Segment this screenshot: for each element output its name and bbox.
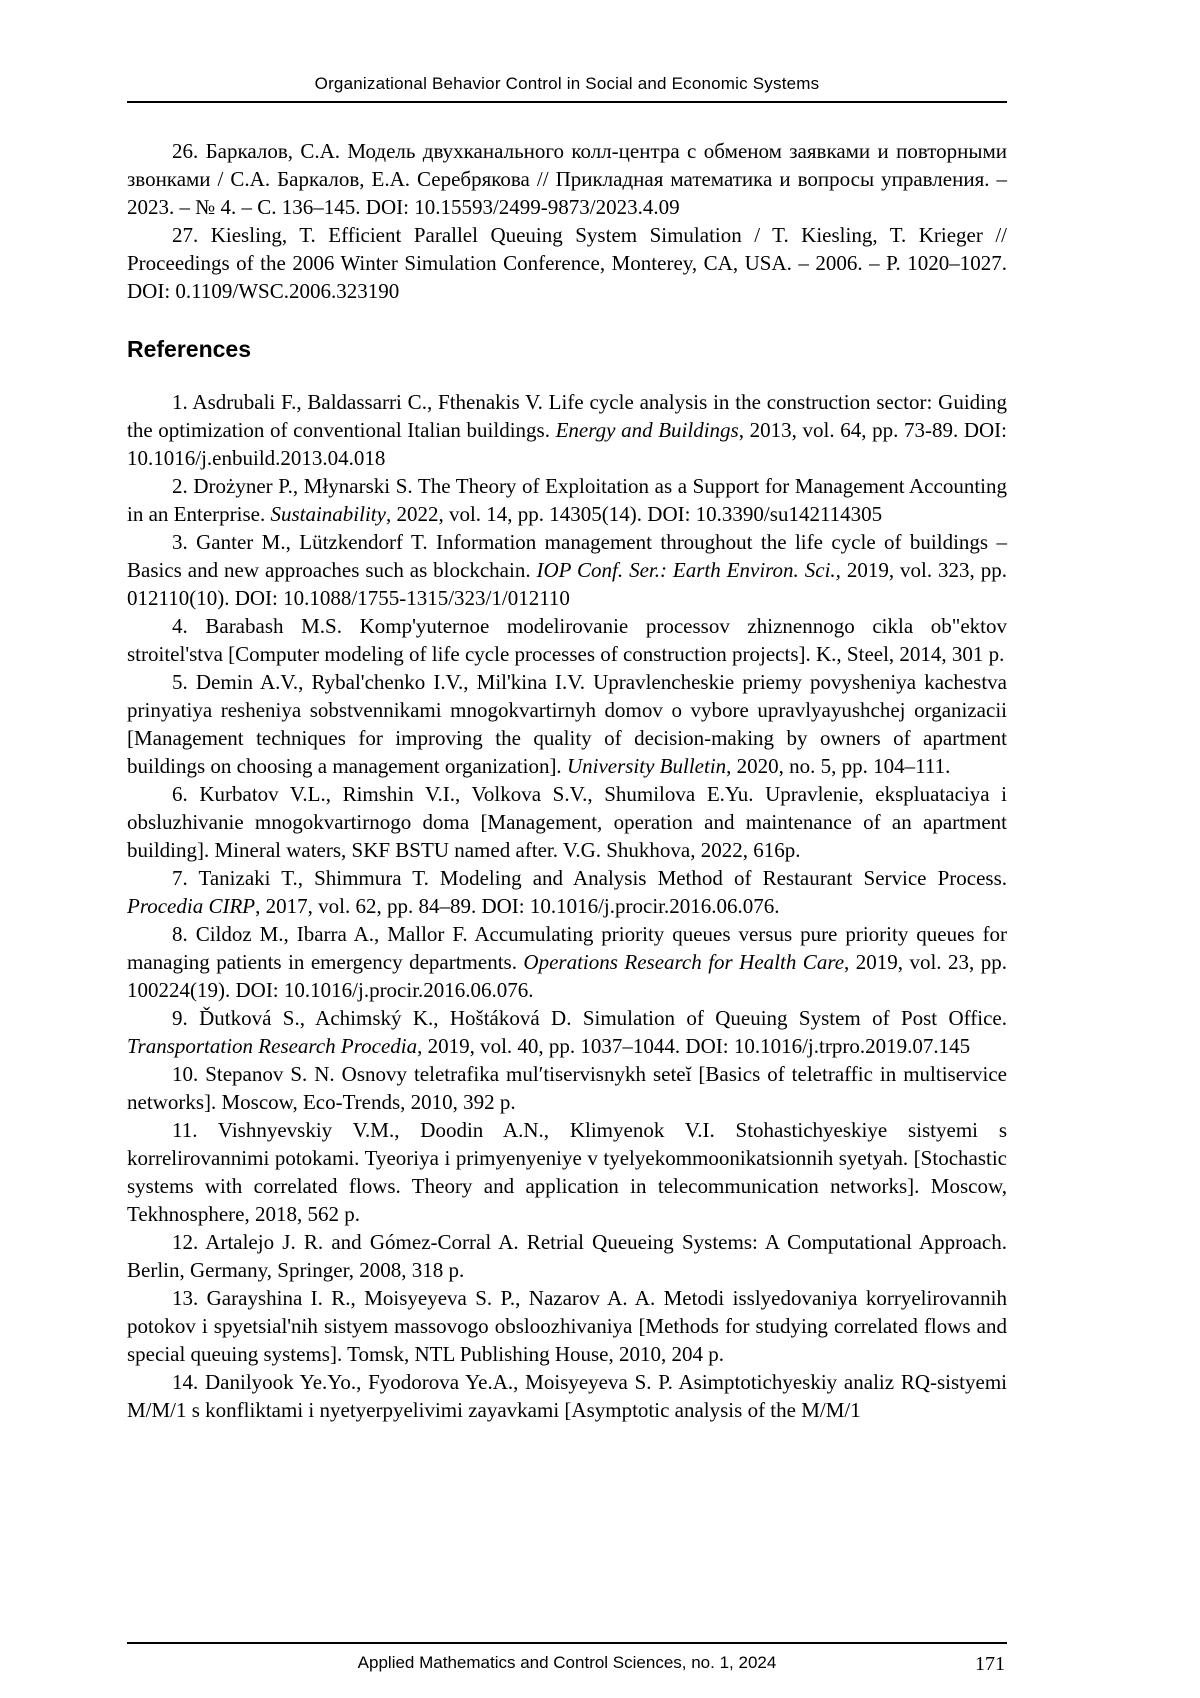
page-content: [127, 103, 1007, 1424]
reference-journal-title: Energy and Buildings: [555, 418, 739, 442]
reference-item: [127, 1060, 1007, 1116]
reference-text: 2019, vol. 323, pp. 012110(10). DOI: 10.1088/1755-1315/323/1/012110: [127, 558, 1007, 610]
reference-item: [127, 668, 1007, 780]
reference-text: , 2019, vol. 23, pp. 100224(19). DOI: 10.1016/j.procir.2016.06.076.: [127, 950, 1007, 1002]
reference-text: 5. Demin A.V., Rybal'chenko I.V., Mil'kina I.V. Upravlencheskie priemy povysheniya kachestva prinyatiya resheniya sobstvennikami mnogokvartirnyh domov o vybore upravlyayushchej organizacii [Management techniques for improving the quality of decision-making by owners of apartment buildings on choosing a management organization].: [127, 670, 1007, 778]
reference-text: , 2017, vol. 62, pp. 84–89. DOI: 10.1016/j.procir.2016.06.076.: [255, 894, 780, 918]
reference-journal-title: Sustainability: [270, 502, 386, 526]
reference-text: , 2013, vol. 64, pp. 73-89. DOI: 10.1016/j.enbuild.2013.04.018: [127, 418, 1007, 470]
reference-text: 26. Баркалов, С.А. Модель двухканального колл-центра с обменом заявками и повторными звонками / С.А. Баркалов, Е.А. Серебрякова // Прикладная математика и вопросы управления. – 2023. – № 4. – С. 136–145. DOI: 10.15593/2499-9873/2023.4.09: [127, 139, 1007, 219]
footer-page-number: 171: [975, 1653, 1005, 1675]
reference-item: [127, 528, 1007, 612]
references-heading: References: [127, 336, 252, 362]
reference-item: [127, 1004, 1007, 1060]
reference-item: [127, 612, 1007, 668]
reference-item: [127, 137, 1007, 221]
reference-item: [127, 1368, 1007, 1424]
reference-item: [127, 780, 1007, 864]
reference-text: 4. Barabash M.S. Komp'yuternoe modelirovanie processov zhiznennogo cikla ob"ektov stroitel'stva [Computer modeling of life cycle processes of construction projects]. K., Steel, 2014, 301 p.: [127, 614, 1007, 666]
reference-item: [127, 864, 1007, 920]
reference-text: 7. Tanizaki T., Shimmura T. Modeling and Analysis Method of Restaurant Service Process.: [172, 866, 1007, 890]
reference-text: 12. Artalejo J. R. and Gómez-Corral A. Retrial Queueing Systems: A Computational Approach. Berlin, Germany, Springer, 2008, 318 p.: [127, 1230, 1007, 1282]
reference-item: [127, 388, 1007, 472]
reference-text: , 2019, vol. 40, pp. 1037–1044. DOI: 10.1016/j.trpro.2019.07.145: [417, 1034, 971, 1058]
references-list: [127, 388, 1007, 1424]
reference-item: [127, 472, 1007, 528]
reference-journal-title: University Bulletin: [566, 754, 727, 778]
reference-text: 6. Kurbatov V.L., Rimshin V.I., Volkova S.V., Shumilova E.Yu. Upravlenie, ekspluataciya i obsluzhivanie mnogokvartirnogo doma [Management, operation and maintenance of an apartment building]. Mineral waters, SKF BSTU named after. V.G. Shukhova, 2022, 616p.: [127, 782, 1007, 862]
reference-item: [127, 221, 1007, 305]
reference-text: 27. Kiesling, T. Efficient Parallel Queuing System Simulation / T. Kiesling, T. Krieger // Proceedings of the 2006 Winter Simulation Conference, Monterey, CA, USA. – 2006. – P. 1020–1027. DOI: 0.1109/WSC.2006.323190: [127, 223, 1007, 303]
reference-text: 9. Ďutková S., Achimský K., Hoštáková D. Simulation of Queuing System of Post Office.: [172, 1006, 1007, 1030]
reference-text: , 2020, no. 5, pp. 104–111.: [726, 754, 951, 778]
reference-item: [127, 1116, 1007, 1228]
reference-text: 10. Stepanov S. N. Osnovy teletrafika mul′tiservisnykh seteĭ [Basics of teletraffic in multiservice networks]. Moscow, Eco-Trends, 2010, 392 p.: [127, 1062, 1007, 1114]
reference-text: 13. Garayshina I. R., Moisyeyeva S. P., Nazarov A. A. Metodi isslyedovaniya korryelirovannih potokov i spyetsial'nih sistyem massovogo obsloozhivaniya [Methods for studying correlated flows and special queuing systems]. Tomsk, NTL Publishing House, 2010, 204 p.: [127, 1286, 1007, 1366]
reference-journal-title: Procedia CIRP: [127, 894, 256, 918]
reference-journal-title: IOP Conf. Ser.: Earth Environ. Sci.,: [536, 558, 841, 582]
reference-text: 1. Asdrubali F., Baldassarri C., Fthenakis V. Life cycle analysis in the construction sector: Guiding the optimization of conventional Italian buildings.: [127, 390, 1007, 442]
reference-text: 2. Drożyner P., Młynarski S. The Theory of Exploitation as a Support for Management Accounting in an Enterprise.: [127, 474, 1007, 526]
running-header-title: Organizational Behavior Control in Social and Economic Systems: [127, 74, 1007, 103]
numbered-items: [127, 137, 1007, 305]
reference-item: [127, 1228, 1007, 1284]
reference-text: 3. Ganter M., Lützkendorf T. Information management throughout the life cycle of buildings – Basics and new approaches such as blockchain.: [127, 530, 1007, 582]
reference-journal-title: Operations Research for Health Care: [523, 950, 845, 974]
reference-text: 11. Vishnyevskiy V.M., Doodin A.N., Klimyenok V.I. Stohastichyeskiye sistyemi s korrelirovannimi potokami. Tyeoriya i primyenyeniye v tyelyekommoonikatsionnih syetyah. [Stochastic systems with correlated flows. Theory and application in telecommunication networks]. Moscow, Tekhnosphere, 2018, 562 p.: [127, 1118, 1007, 1226]
reference-text: 8. Cildoz M., Ibarra A., Mallor F. Accumulating priority queues versus pure priority queues for managing patients in emergency departments.: [127, 922, 1007, 974]
reference-text: , 2022, vol. 14, pp. 14305(14). DOI: 10.3390/su142114305: [385, 502, 883, 526]
reference-item: [127, 1284, 1007, 1368]
running-header: [127, 0, 1007, 103]
reference-text: 14. Danilyook Ye.Yo., Fyodorova Ye.A., Moisyeyeva S. P. Asimptotichyeskiy analiz RQ-sistyemi M/M/1 s konfliktami i nyetyerpyelivimi zayavkami [Asymptotic analysis of the M/M/1: [127, 1370, 1007, 1422]
reference-journal-title: Transportation Research Procedia: [127, 1034, 418, 1058]
running-footer: [127, 1642, 1007, 1673]
reference-item: [127, 920, 1007, 1004]
footer-journal: Applied Mathematics and Control Sciences, no. 1, 2024: [357, 1653, 777, 1672]
